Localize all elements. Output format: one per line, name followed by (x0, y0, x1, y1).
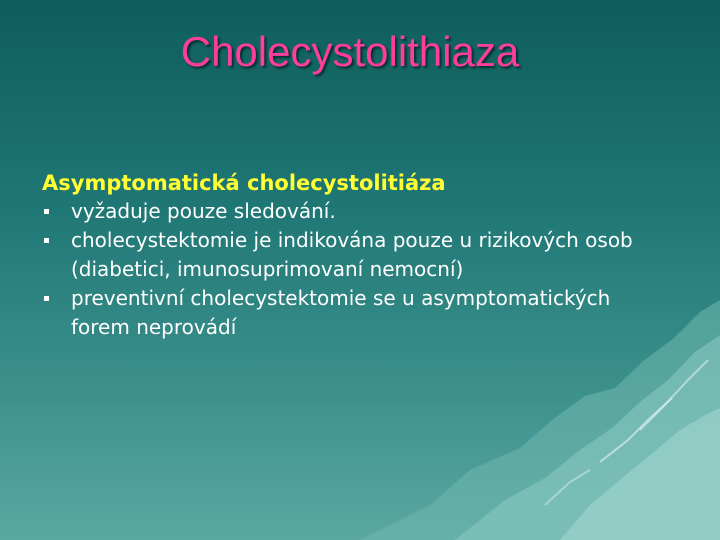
bullet-text: vyžaduje pouze sledování. (71, 199, 336, 223)
bullet-item (42, 197, 652, 226)
square-bullet-icon (44, 209, 49, 214)
section-heading: Asymptomatická cholecystolitiáza (42, 171, 446, 195)
bullet-text: cholecystektomie je indikována pouze u rizikových osob (diabetici, imunosuprimovaní nemocní) (71, 228, 633, 281)
slide-content (42, 169, 652, 342)
square-bullet-icon (44, 238, 49, 243)
slide-title: Cholecystolithiaza (180, 28, 520, 75)
bullet-text: preventivní cholecystektomie se u asymptomatických forem neprovádí (71, 286, 611, 339)
bullet-item (42, 284, 652, 342)
square-bullet-icon (44, 296, 49, 301)
bullet-list (42, 197, 652, 342)
bullet-item (42, 226, 652, 284)
